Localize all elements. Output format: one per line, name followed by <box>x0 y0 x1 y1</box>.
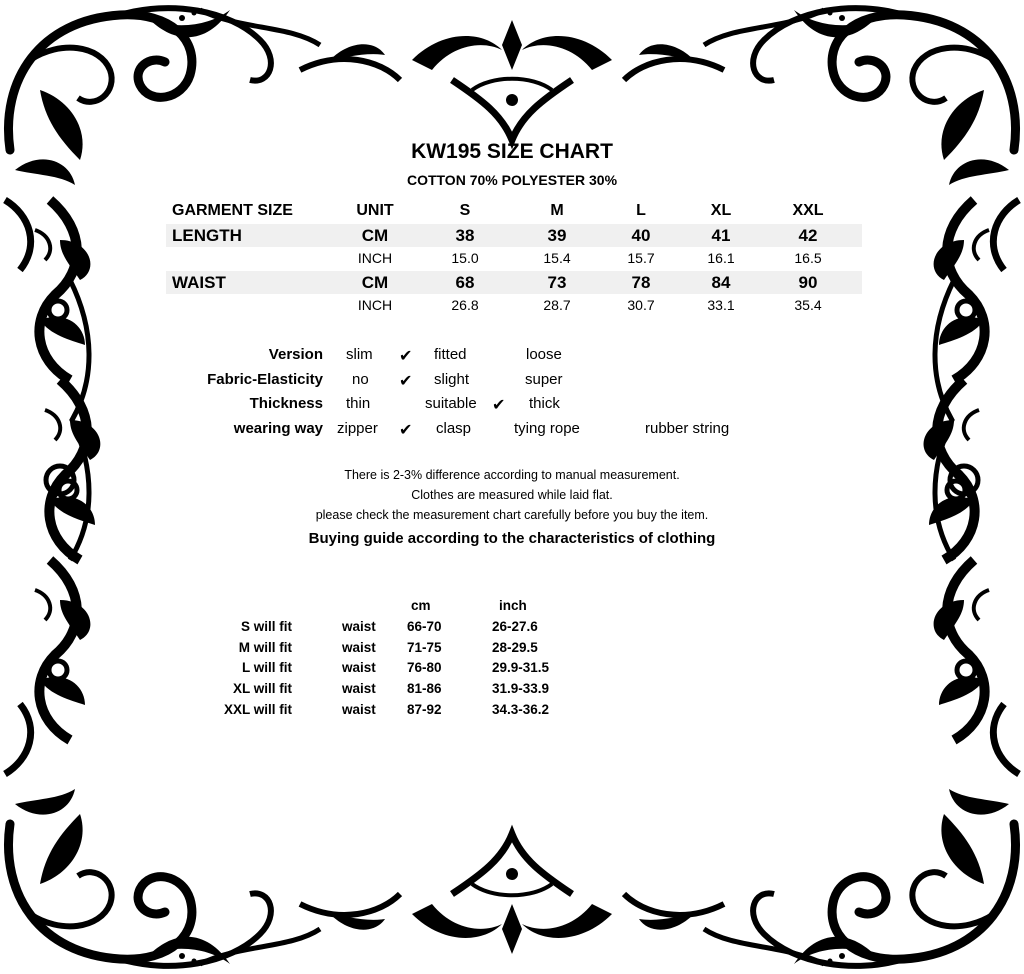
value-cell: 16.5 <box>794 250 822 266</box>
header-size-m: M <box>550 202 564 219</box>
fit-measure: waist <box>342 619 376 634</box>
row-label: WAIST <box>172 272 226 292</box>
value-cell: 39 <box>547 225 567 245</box>
note-laid-flat: Clothes are measured while laid flat. <box>411 488 613 502</box>
option-loose: loose <box>526 346 562 363</box>
check-icon: ✔ <box>399 348 413 365</box>
option-tying-rope: tying rope <box>514 420 580 437</box>
fit-inch: 31.9-33.9 <box>492 681 550 696</box>
value-cell: 26.8 <box>451 297 479 313</box>
fit-size: XXL will fit <box>223 702 292 717</box>
value-cell: 16.1 <box>707 250 735 266</box>
attribute-wearing-way <box>0 418 1024 442</box>
note-check-chart: please check the measurement chart carefully before you buy the item. <box>315 508 709 522</box>
option-slim: slim <box>346 346 373 363</box>
size-table <box>166 200 862 318</box>
fit-row-l <box>0 660 1024 680</box>
fit-guide-header <box>0 598 1024 618</box>
value-cell: 38 <box>455 225 475 245</box>
fit-measure: waist <box>342 681 376 696</box>
value-cell: 90 <box>798 272 818 292</box>
value-cell: 15.0 <box>451 250 479 266</box>
option-zipper: zipper <box>337 420 378 437</box>
check-icon: ✔ <box>399 422 413 439</box>
header-size-s: S <box>459 202 471 219</box>
fit-inch: 34.3-36.2 <box>492 702 550 717</box>
option-suitable: suitable <box>425 395 477 412</box>
header-size-xxl: XXL <box>792 202 824 219</box>
option-no: no <box>352 371 369 388</box>
header-size-xl: XL <box>710 202 732 219</box>
attribute-thickness <box>0 393 1024 417</box>
header-unit: UNIT <box>356 202 394 219</box>
table-row-length-inch <box>166 247 862 271</box>
option-clasp: clasp <box>436 420 472 437</box>
unit-cell: CM <box>361 272 389 292</box>
value-cell: 30.7 <box>627 297 655 313</box>
value-cell: 41 <box>711 225 731 245</box>
fit-row-m <box>0 640 1024 660</box>
value-cell: 35.4 <box>794 297 822 313</box>
value-cell: 84 <box>711 272 731 292</box>
unit-cell: INCH <box>357 297 393 313</box>
value-cell: 15.4 <box>543 250 571 266</box>
fit-size: XL will fit <box>232 681 292 696</box>
attribute-label: Thickness <box>249 395 323 412</box>
value-cell: 28.7 <box>543 297 571 313</box>
value-cell: 73 <box>547 272 567 292</box>
check-icon: ✔ <box>492 397 506 414</box>
value-cell: 40 <box>631 225 651 245</box>
fit-size: L will fit <box>242 660 292 675</box>
attribute-fabric-elasticity <box>0 369 1024 393</box>
attribute-label: Fabric-Elasticity <box>207 371 323 388</box>
fit-row-xxl <box>0 702 1024 722</box>
fit-inch: 29.9-31.5 <box>492 660 550 675</box>
table-row-waist-cm <box>166 271 862 295</box>
unit-cell: CM <box>361 225 389 245</box>
table-row-waist-inch <box>166 294 862 318</box>
table-header-row <box>166 200 862 224</box>
buying-guide-title: Buying guide according to the characteristics of clothing <box>308 530 716 547</box>
attribute-version <box>0 344 1024 368</box>
option-slight: slight <box>434 371 470 388</box>
value-cell: 15.7 <box>627 250 655 266</box>
value-cell: 78 <box>631 272 651 292</box>
fit-inch: 26-27.6 <box>492 619 538 634</box>
fit-size: M will fit <box>238 640 292 655</box>
check-icon: ✔ <box>399 373 413 390</box>
fit-cm: 76-80 <box>407 660 442 675</box>
option-thick: thick <box>529 395 560 412</box>
fit-row-s <box>0 619 1024 639</box>
note-measurement-difference: There is 2-3% difference according to manual measurement. <box>344 468 680 482</box>
option-rubber-string: rubber string <box>645 420 730 437</box>
fabric-composition: COTTON 70% POLYESTER 30% <box>406 172 618 188</box>
attribute-label: Version <box>268 346 323 363</box>
fit-measure: waist <box>342 702 376 717</box>
attribute-label: wearing way <box>233 420 323 437</box>
fit-header-inch: inch <box>499 598 527 613</box>
value-cell: 68 <box>455 272 475 292</box>
fit-inch: 28-29.5 <box>492 640 538 655</box>
fit-row-xl <box>0 681 1024 701</box>
unit-cell: INCH <box>357 250 393 266</box>
fit-cm: 81-86 <box>407 681 442 696</box>
value-cell: 33.1 <box>707 297 735 313</box>
fit-cm: 71-75 <box>407 640 442 655</box>
fit-measure: waist <box>342 660 376 675</box>
value-cell: 42 <box>798 225 818 245</box>
fit-size: S will fit <box>240 619 292 634</box>
page-title: KW195 SIZE CHART <box>411 140 613 163</box>
option-super: super <box>525 371 563 388</box>
fit-cm: 87-92 <box>407 702 442 717</box>
option-thin: thin <box>346 395 371 412</box>
row-label: LENGTH <box>172 225 242 245</box>
header-garment-size: GARMENT SIZE <box>172 202 293 219</box>
fit-measure: waist <box>342 640 376 655</box>
table-row-length-cm <box>166 224 862 248</box>
option-fitted: fitted <box>434 346 467 363</box>
fit-cm: 66-70 <box>407 619 442 634</box>
header-size-l: L <box>636 202 646 219</box>
fit-header-cm: cm <box>411 598 431 613</box>
